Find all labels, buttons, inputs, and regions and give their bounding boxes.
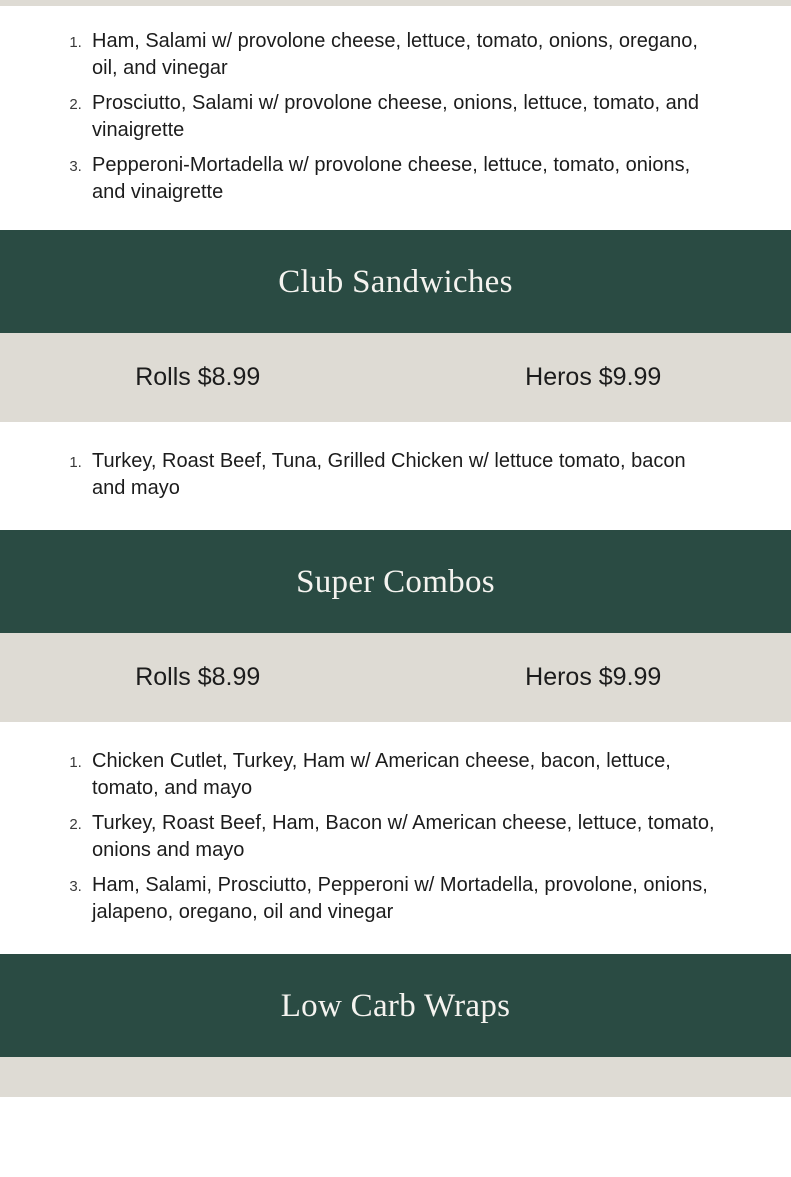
item-list-super-combos (0, 722, 791, 954)
price-bar-club-sandwiches (0, 333, 791, 422)
price-bar-low-carb-wraps (0, 1057, 791, 1097)
section-title: Super Combos (296, 564, 495, 600)
price-heros: Heros $9.99 (525, 363, 662, 391)
list-item: 2. Prosciutto, Salami w/ provolone cheese, onions, lettuce, tomato, and vinaigrette (86, 90, 723, 144)
price-rolls: Rolls $8.99 (135, 663, 261, 691)
price-bar-super-combos (0, 633, 791, 722)
section-header-club-sandwiches (0, 230, 791, 333)
list-item: 2. Turkey, Roast Beef, Ham, Bacon w/ American cheese, lettuce, tomato, onions and mayo (86, 810, 723, 864)
list-item: 3. Pepperoni-Mortadella w/ provolone cheese, lettuce, tomato, onions, and vinaigrette (86, 152, 723, 206)
section-header-low-carb-wraps (0, 954, 791, 1057)
list-item: 3. Ham, Salami, Prosciutto, Pepperoni w/ Mortadella, provolone, onions, jalapeno, oregano, oil and vinegar (86, 872, 723, 926)
section-title: Club Sandwiches (278, 264, 513, 300)
intro-item-list (0, 6, 791, 230)
list-item: 1. Ham, Salami w/ provolone cheese, lettuce, tomato, onions, oregano, oil, and vinegar (86, 28, 723, 82)
item-list-club-sandwiches (0, 422, 791, 530)
price-heros: Heros $9.99 (525, 663, 662, 691)
list-item: 1. Chicken Cutlet, Turkey, Ham w/ American cheese, bacon, lettuce, tomato, and mayo (86, 748, 723, 802)
list-item: 1. Turkey, Roast Beef, Tuna, Grilled Chicken w/ lettuce tomato, bacon and mayo (86, 448, 723, 502)
price-rolls: Rolls $8.99 (135, 363, 261, 391)
ordered-list (56, 448, 723, 502)
section-header-super-combos (0, 530, 791, 633)
section-title: Low Carb Wraps (280, 988, 511, 1024)
ordered-list (56, 28, 723, 206)
ordered-list (56, 748, 723, 926)
